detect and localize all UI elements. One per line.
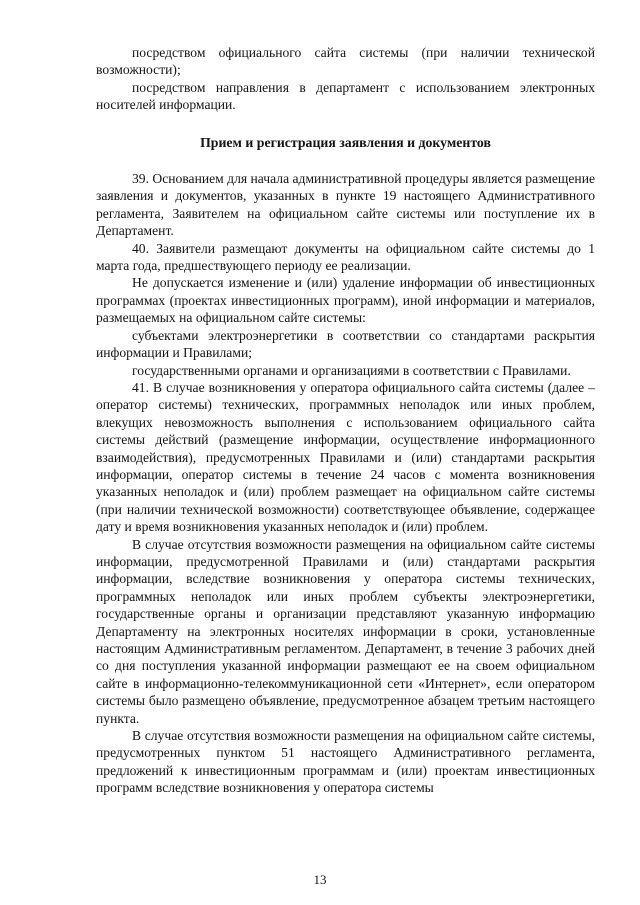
paragraph-40-prohibition: Не допускается изменение и (или) удаление информации об инвестиционных программах (проектах инвестиционных программ), иной информации и материалов, размещаемых на официальном сайте системы:: [96, 275, 595, 326]
paragraph-top-2: посредством направления в департамент с использованием электронных носителей информации.: [96, 79, 595, 113]
paragraph-top-1: посредством официального сайта системы (при наличии технической возможности);: [96, 45, 595, 78]
paragraph-41-absence-1: В случае отсутствия возможности размещения на официальном сайте системы информации, предусмотренной Правилами и (или) стандартами раскрытия информации, вследствие возникновения у оператора системы технических, программных неполадок или иных проблем субъекты электроэнергетики, государственные органы и организации представляют указанную информацию Департаменту на электронных носителях информации в сроки, установленные настоящим Административным регламентом. Департамент, в течение 3 рабочих дней со дня поступления указанной информации размещают ее на своем официальном сайте в информационно-телекоммуникационной сети «Интернет», если оператором системы было размещено объявление, предусмотренное абзацем третьим настоящего пункта.: [96, 536, 595, 726]
paragraph-40-subjects: субъектами электроэнергетики в соответствии со стандартами раскрытия информации и Правилами;: [96, 327, 595, 361]
paragraph-39: 39. Основанием для начала административной процедуры является размещение заявления и документов, указанных в пункте 19 настоящего Административного регламента, Заявителем на официальном сайте системы или поступление их в Департамент.: [96, 171, 595, 239]
paragraph-40: 40. Заявители размещают документы на официальном сайте системы до 1 марта года, предшествующего периоду ее реализации.: [96, 240, 595, 274]
paragraph-41-absence-2: В случае отсутствия возможности размещения на официальном сайте системы, предусмотренных пунктом 51 настоящего Административного регламента, предложений к инвестиционным программам и (или) проектам инвестиционных программ вследствие возникновения у оператора системы: [96, 728, 595, 796]
paragraph-41: 41. В случае возникновения у оператора официального сайта системы (далее – оператор системы) технических, программных неполадок или иных проблем, влекущих невозможность выполнения с использованием официального сайта системы действий (размещение информации, осуществление информационного взаимодействия), предусмотренных Правилами и (или) стандартами раскрытия информации, оператор системы в течение 24 часов с момента возникновения указанных неполадок и (или) проблем размещает на официальном сайте системы (при наличии технической возможности) соответствующее объявление, содержащее дату и время возникновения указанных неполадок и (или) проблем.: [96, 379, 595, 535]
page-number: 13: [313, 872, 327, 887]
section-heading: Прием и регистрация заявления и документов: [200, 134, 491, 150]
paragraph-40-government: государственными органами и организациями в соответствии с Правилами.: [132, 362, 571, 378]
document-page: [96, 44, 595, 797]
